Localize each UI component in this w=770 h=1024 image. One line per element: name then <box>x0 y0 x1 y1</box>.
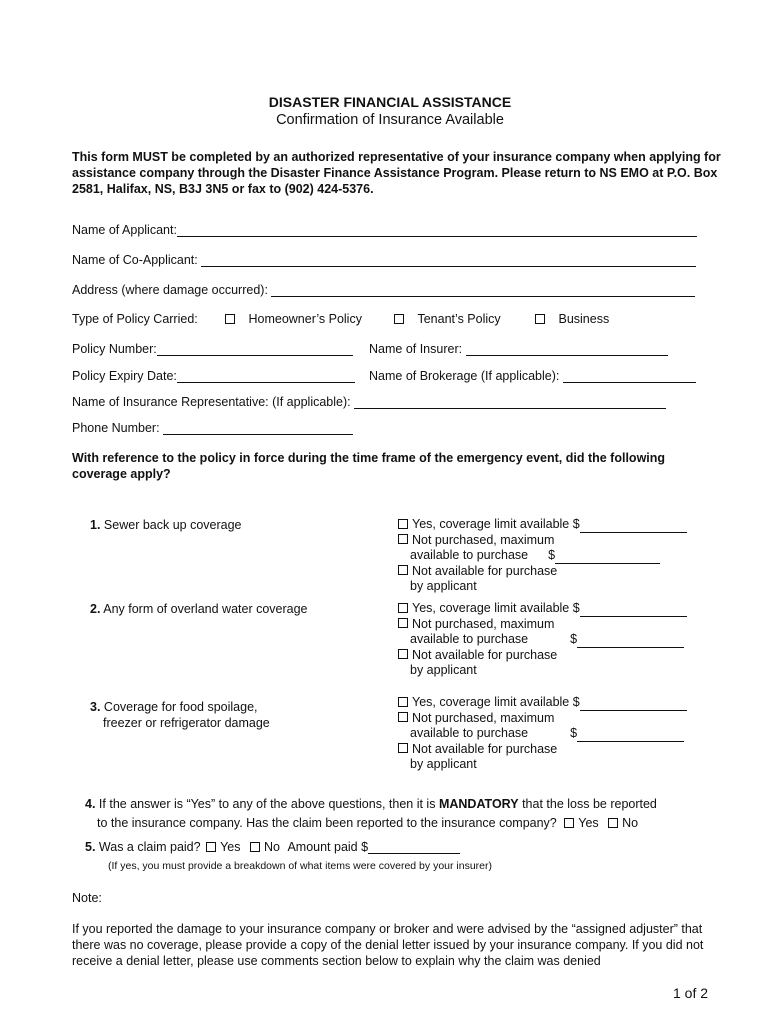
business-option[interactable] <box>535 312 609 326</box>
coverage-1-options <box>398 517 687 595</box>
q5-yes-checkbox[interactable] <box>206 842 216 852</box>
coverage-3-np-label: Not purchased, maximum <box>412 710 555 725</box>
brokerage-label: Name of Brokerage (If applicable): <box>369 369 560 383</box>
applicant-field[interactable] <box>177 223 697 237</box>
coverage-3-label <box>90 699 270 731</box>
expiry-label: Policy Expiry Date: <box>72 369 177 383</box>
coverage-1-np-label: Not purchased, maximum <box>412 532 555 547</box>
coverage-2-yes-checkbox[interactable] <box>398 603 408 613</box>
q4-no-label: No <box>622 816 639 830</box>
q5-note: (If yes, you must provide a breakdown of what items were covered by your insurer) <box>108 860 492 872</box>
expiry-field[interactable] <box>177 369 355 383</box>
note-paragraph: If you reported the damage to your insurance company or broker and were advised by the “assigned adjuster” that there was no coverage, please provide a copy of the denial letter issued by your insurance company. If you did not receive a denial letter, please use comments section below to explain why the claim was denied <box>72 922 704 968</box>
coverage-1-na-checkbox[interactable] <box>398 565 408 575</box>
coverage-3-na-line2: by applicant <box>410 757 477 772</box>
coverage-2-np-label: Not purchased, maximum <box>412 616 555 631</box>
coverage-1-number: 1. <box>90 518 101 532</box>
coverage-3-np-dollar: $ <box>570 726 578 741</box>
coverage-2-na-label: Not available for purchase <box>412 647 558 662</box>
q4-no-checkbox[interactable] <box>608 818 618 828</box>
coverage-1-na-line2: by applicant <box>410 579 477 594</box>
brokerage-field[interactable] <box>563 369 696 383</box>
applicant-row <box>72 223 697 237</box>
tenant-option[interactable] <box>394 312 501 326</box>
co-applicant-label: Name of Co-Applicant: <box>72 253 198 267</box>
coverage-1-np-line2 <box>398 548 687 564</box>
tenant-label: Tenant’s Policy <box>417 312 501 326</box>
business-label: Business <box>558 312 610 326</box>
co-applicant-row <box>72 253 696 267</box>
coverage-1-np-checkbox[interactable] <box>398 534 408 544</box>
intro-paragraph: This form MUST be completed by an authorized representative of your insurance company when applying for assistance company through the Disaster Finance Assistance Program. Please return to NS EMO at P.O. Box 2581, Halifax, NS, B3J 3N5 or fax to (902) 424-5376. <box>72 150 721 196</box>
coverage-2-label <box>90 602 308 616</box>
policy-number-label: Policy Number: <box>72 342 157 356</box>
coverage-2-number: 2. <box>90 602 101 616</box>
coverage-3-yes[interactable] <box>398 695 687 711</box>
coverage-3-np-label2: available to purchase <box>410 726 529 741</box>
coverage-2-options <box>398 601 687 679</box>
coverage-2-text: Any form of overland water coverage <box>103 602 308 616</box>
q5-no-label: No <box>263 840 280 854</box>
coverage-1-yes-dollar: $ <box>572 517 580 531</box>
policy-type-label: Type of Policy Carried: <box>72 312 198 326</box>
coverage-3-not-purchased[interactable] <box>398 711 687 727</box>
coverage-1-np-amount[interactable] <box>555 550 660 564</box>
q4-text-pre: If the answer is “Yes” to any of the above questions, then it is <box>98 797 436 811</box>
address-field[interactable] <box>271 283 695 297</box>
applicant-label: Name of Applicant: <box>72 223 177 237</box>
coverage-3-text2: freezer or refrigerator damage <box>103 716 270 730</box>
homeowner-checkbox[interactable] <box>225 314 235 324</box>
coverage-2-np-line2 <box>398 632 687 648</box>
homeowner-option[interactable] <box>225 312 362 326</box>
q5-amount-field[interactable] <box>368 840 460 854</box>
coverage-3-number: 3. <box>90 700 101 714</box>
coverage-3-na-label: Not available for purchase <box>412 741 558 756</box>
representative-field[interactable] <box>354 395 666 409</box>
form-title: DISASTER FINANCIAL ASSISTANCE <box>268 94 512 110</box>
insurer-row <box>369 342 668 356</box>
coverage-1-yes-checkbox[interactable] <box>398 519 408 529</box>
q4-line1 <box>85 797 657 811</box>
phone-label: Phone Number: <box>72 421 160 435</box>
q5-row <box>85 840 460 854</box>
coverage-1-np-label2: available to purchase <box>410 548 529 563</box>
coverage-2-na-line2: by applicant <box>410 663 477 678</box>
coverage-1-yes-amount[interactable] <box>580 519 687 533</box>
coverage-2-np-amount[interactable] <box>577 634 684 648</box>
coverage-3-np-amount[interactable] <box>577 728 684 742</box>
page-number: 1 of 2 <box>673 985 709 1001</box>
representative-label: Name of Insurance Representative: (If applicable): <box>72 395 351 409</box>
form-subtitle: Confirmation of Insurance Available <box>276 112 504 128</box>
coverage-3-yes-amount[interactable] <box>580 697 687 711</box>
brokerage-row <box>369 369 696 383</box>
coverage-2-np-dollar: $ <box>570 632 578 647</box>
homeowner-label: Homeowner’s Policy <box>248 312 362 326</box>
coverage-1-not-purchased[interactable] <box>398 533 687 549</box>
coverage-2-not-purchased[interactable] <box>398 617 687 633</box>
q5-label: Was a claim paid? <box>98 840 201 854</box>
coverage-2-yes[interactable] <box>398 601 687 617</box>
coverage-2-not-available[interactable] <box>398 648 687 664</box>
tenant-checkbox[interactable] <box>394 314 404 324</box>
q5-amount-label: Amount paid $ <box>287 840 369 854</box>
q4-text-post: that the loss be reported <box>522 797 657 811</box>
coverage-1-not-available[interactable] <box>398 564 687 580</box>
coverage-1-yes-label: Yes, coverage limit available <box>412 517 570 531</box>
coverage-3-yes-label: Yes, coverage limit available <box>412 695 570 709</box>
representative-row <box>72 395 666 409</box>
coverage-3-yes-dollar: $ <box>572 695 580 709</box>
coverage-3-text: Coverage for food spoilage, <box>103 700 258 714</box>
coverage-1-text: Sewer back up coverage <box>103 518 242 532</box>
coverage-2-np-checkbox[interactable] <box>398 618 408 628</box>
coverage-3-not-available[interactable] <box>398 742 687 758</box>
q5-no-checkbox[interactable] <box>250 842 260 852</box>
q4-line2 <box>97 816 638 830</box>
phone-row <box>72 421 353 435</box>
coverage-3-options <box>398 695 687 773</box>
coverage-3-np-checkbox[interactable] <box>398 712 408 722</box>
q4-number: 4. <box>85 797 96 811</box>
coverage-2-yes-amount[interactable] <box>580 603 687 617</box>
coverage-2-na-checkbox[interactable] <box>398 649 408 659</box>
business-checkbox[interactable] <box>535 314 545 324</box>
policy-number-row <box>72 342 353 356</box>
note-label: Note: <box>72 891 102 905</box>
coverage-2-yes-label: Yes, coverage limit available <box>412 601 570 615</box>
q4-question: to the insurance company. Has the claim been reported to the insurance company? <box>97 816 557 830</box>
insurer-label: Name of Insurer: <box>369 342 463 356</box>
q5-yes-label: Yes <box>220 840 241 854</box>
insurer-field[interactable] <box>466 342 668 356</box>
q5-number: 5. <box>85 840 96 854</box>
coverage-1-na-label: Not available for purchase <box>412 563 558 578</box>
address-row <box>72 283 695 297</box>
coverage-1-yes[interactable] <box>398 517 687 533</box>
coverage-1-np-dollar: $ <box>548 548 556 563</box>
coverage-3-np-line2 <box>398 726 687 742</box>
address-label: Address (where damage occurred): <box>72 283 268 297</box>
coverage-1-label <box>90 518 242 532</box>
coverage-question: With reference to the policy in force during the time frame of the emergency event, did the following coverage apply? <box>72 451 666 481</box>
coverage-2-yes-dollar: $ <box>572 601 580 615</box>
co-applicant-field[interactable] <box>201 253 696 267</box>
q4-mandatory: MANDATORY <box>438 797 519 811</box>
expiry-row <box>72 369 355 383</box>
coverage-3-yes-checkbox[interactable] <box>398 697 408 707</box>
phone-field[interactable] <box>163 421 353 435</box>
coverage-3-na-checkbox[interactable] <box>398 743 408 753</box>
coverage-2-np-label2: available to purchase <box>410 632 529 647</box>
q4-yes-label: Yes <box>578 816 599 830</box>
policy-number-field[interactable] <box>157 342 353 356</box>
q4-yes-checkbox[interactable] <box>564 818 574 828</box>
